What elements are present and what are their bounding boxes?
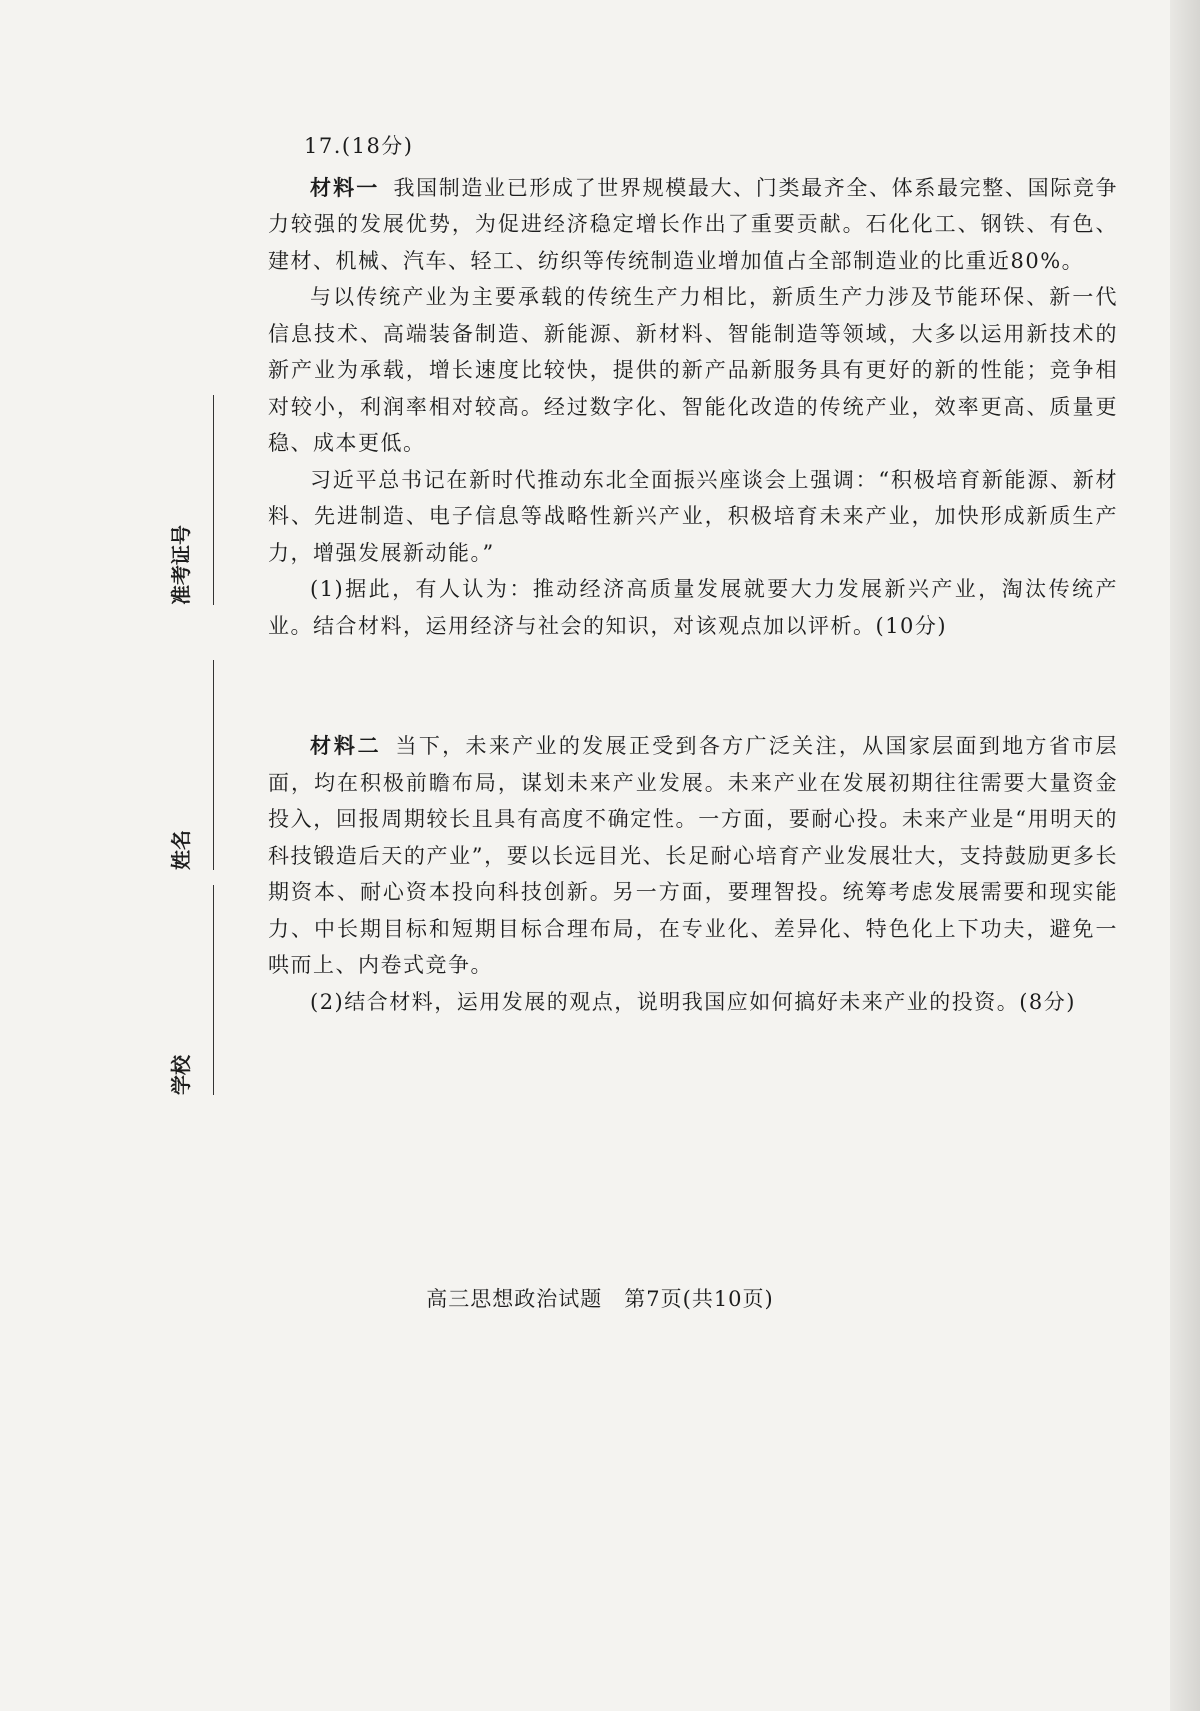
binding-line	[213, 660, 214, 870]
material-one-paragraph-2: 与以传统产业为主要承载的传统生产力相比，新质生产力涉及节能环保、新一代信息技术、高端装备制造、新能源、新材料、智能制造等领域，大多以运用新技术的新产业为承载，增长速度比较快，提供的新产品新服务具有更好的新的性能；竞争相对较小，利润率相对较高。经过数字化、智能化改造的传统产业，效率更高、质量更稳、成本更低。	[268, 285, 1118, 455]
binding-field-name	[170, 660, 230, 870]
material-one-paragraph-3: 习近平总书记在新时代推动东北全面振兴座谈会上强调：“积极培育新能源、新材料、先进制造、电子信息等战略性新兴产业，积极培育未来产业，加快形成新质生产力，增强发展新动能。”	[268, 467, 1118, 565]
binding-label-school: 学校	[169, 1055, 193, 1095]
answer-space	[268, 644, 1118, 728]
page-edge-shadow	[1170, 0, 1200, 1711]
question-number: 17.(18分)	[304, 134, 414, 158]
binding-label-name: 姓名	[169, 830, 193, 870]
material-one-paragraph	[268, 170, 1118, 280]
binding-field-school	[170, 885, 230, 1095]
binding-line	[213, 885, 214, 1095]
material-one-text: 我国制造业已形成了世界规模最大、门类最齐全、体系最完整、国际竞争力较强的发展优势，为促进经济稳定增长作出了重要贡献。石化化工、钢铁、有色、建材、机械、汽车、轻工、纺织等传统制造业增加值占全部制造业的比重近80%。	[268, 175, 1119, 273]
material-two-paragraph	[268, 728, 1118, 984]
material-two-text: 当下，未来产业的发展正受到各方广泛关注，从国家层面到地方省市层面，均在积极前瞻布局，谋划未来产业发展。未来产业在发展初期往往需要大量资金投入，回报周期较长且具有高度不确定性。一方面，要耐心投。未来产业是“用明天的科技锻造后天的产业”，要以长远目光、长足耐心培育产业发展壮大，支持鼓励更多长期资本、耐心资本投向科技创新。另一方面，要理智投。统筹考虑发展需要和现实能力、中长期目标和短期目标合理布局，在专业化、差异化、特色化上下功夫，避免一哄而上、内卷式竞争。	[268, 734, 1118, 977]
question-content	[268, 128, 1118, 1020]
material-one-label: 材料一	[310, 174, 380, 200]
material-two-label: 材料二	[310, 733, 382, 758]
binding-line	[213, 395, 214, 605]
sub-question-1: (1)据此，有人认为：推动经济高质量发展就要大力发展新兴产业，淘汰传统产业。结合材料，运用经济与社会的知识，对该观点加以评析。(10分)	[268, 577, 1118, 638]
binding-field-exam-id	[170, 395, 230, 605]
binding-label-exam-id: 准考证号	[169, 525, 193, 605]
sub-question-2: (2)结合材料，运用发展的观点，说明我国应如何搞好未来产业的投资。(8分)	[310, 989, 1076, 1014]
page-footer: 高三思想政治试题 第7页(共10页)	[426, 1287, 774, 1311]
